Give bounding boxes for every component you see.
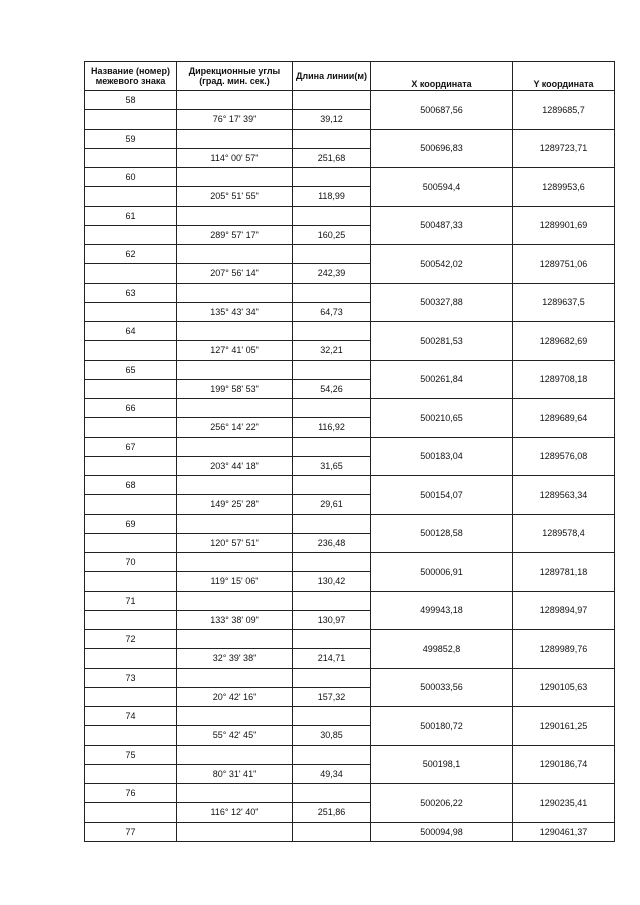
table-row xyxy=(85,476,615,495)
empty-cell xyxy=(85,264,177,283)
point-name-cell: 77 xyxy=(85,822,177,841)
header-x-coordinate: X координата xyxy=(371,62,513,91)
table-row xyxy=(85,322,615,341)
table-row xyxy=(85,630,615,649)
empty-cell xyxy=(85,495,177,514)
header-point-name: Название (номер) межевого знака xyxy=(85,62,177,91)
empty-cell xyxy=(85,225,177,244)
direction-angle-cell: 55° 42' 45" xyxy=(177,726,293,745)
table-row xyxy=(85,514,615,533)
x-coordinate-cell: 500696,83 xyxy=(371,129,513,168)
y-coordinate-cell: 1289563,34 xyxy=(513,476,615,515)
direction-angle-cell: 135° 43' 34" xyxy=(177,302,293,321)
point-name-cell: 68 xyxy=(85,476,177,495)
x-coordinate-cell: 500033,56 xyxy=(371,668,513,707)
empty-cell xyxy=(85,456,177,475)
y-coordinate-cell: 1289989,76 xyxy=(513,630,615,669)
empty-cell xyxy=(293,168,371,187)
empty-cell xyxy=(85,610,177,629)
empty-cell xyxy=(85,418,177,437)
y-coordinate-cell: 1289781,18 xyxy=(513,553,615,592)
direction-angle-cell: 207° 56' 14" xyxy=(177,264,293,283)
point-name-cell: 63 xyxy=(85,283,177,302)
empty-cell xyxy=(177,129,293,148)
line-length-cell: 49,34 xyxy=(293,764,371,783)
line-length-cell: 251,68 xyxy=(293,148,371,167)
x-coordinate-cell: 499943,18 xyxy=(371,591,513,630)
point-name-cell: 65 xyxy=(85,360,177,379)
y-coordinate-cell: 1290186,74 xyxy=(513,745,615,784)
empty-cell xyxy=(85,572,177,591)
empty-cell xyxy=(293,245,371,264)
empty-cell xyxy=(293,399,371,418)
table-row xyxy=(85,707,615,726)
empty-cell xyxy=(177,437,293,456)
point-name-cell: 58 xyxy=(85,91,177,110)
x-coordinate-cell: 500206,22 xyxy=(371,784,513,823)
direction-angle-cell: 32° 39' 38" xyxy=(177,649,293,668)
table-row xyxy=(85,360,615,379)
y-coordinate-cell: 1289751,06 xyxy=(513,245,615,284)
empty-cell xyxy=(293,476,371,495)
table-row xyxy=(85,245,615,264)
line-length-cell: 242,39 xyxy=(293,264,371,283)
direction-angle-cell: 116° 12' 40" xyxy=(177,803,293,822)
empty-cell xyxy=(177,283,293,302)
empty-cell xyxy=(293,206,371,225)
point-name-cell: 73 xyxy=(85,668,177,687)
direction-angle-cell: 20° 42' 16" xyxy=(177,687,293,706)
line-length-cell: 160,25 xyxy=(293,225,371,244)
empty-cell xyxy=(85,110,177,129)
empty-cell xyxy=(85,302,177,321)
line-length-cell: 118,99 xyxy=(293,187,371,206)
empty-cell xyxy=(177,91,293,110)
x-coordinate-cell: 500006,91 xyxy=(371,553,513,592)
x-coordinate-cell: 500261,84 xyxy=(371,360,513,399)
point-name-cell: 69 xyxy=(85,514,177,533)
direction-angle-cell: 256° 14' 22" xyxy=(177,418,293,437)
empty-cell xyxy=(177,206,293,225)
y-coordinate-cell: 1289682,69 xyxy=(513,322,615,361)
direction-angle-cell: 203° 44' 18" xyxy=(177,456,293,475)
empty-cell xyxy=(177,707,293,726)
empty-cell xyxy=(177,168,293,187)
empty-cell xyxy=(85,687,177,706)
table-row xyxy=(85,91,615,110)
point-name-cell: 72 xyxy=(85,630,177,649)
empty-cell xyxy=(177,476,293,495)
direction-angle-cell: 80° 31' 41" xyxy=(177,764,293,783)
header-line-length: Длина линии(м) xyxy=(293,62,371,91)
y-coordinate-cell: 1289685,7 xyxy=(513,91,615,130)
line-length-cell: 157,32 xyxy=(293,687,371,706)
empty-cell xyxy=(293,360,371,379)
line-length-cell: 39,12 xyxy=(293,110,371,129)
x-coordinate-cell: 500327,88 xyxy=(371,283,513,322)
x-coordinate-cell: 500594,4 xyxy=(371,168,513,207)
y-coordinate-cell: 1289708,18 xyxy=(513,360,615,399)
table-row xyxy=(85,437,615,456)
x-coordinate-cell: 500210,65 xyxy=(371,399,513,438)
empty-cell xyxy=(177,245,293,264)
line-length-cell: 54,26 xyxy=(293,379,371,398)
line-length-cell: 29,61 xyxy=(293,495,371,514)
table-row xyxy=(85,553,615,572)
empty-cell xyxy=(293,553,371,572)
y-coordinate-cell: 1290105,63 xyxy=(513,668,615,707)
empty-cell xyxy=(293,437,371,456)
header-y-coordinate: Y координата xyxy=(513,62,615,91)
x-coordinate-cell: 500094,98 xyxy=(371,822,513,841)
direction-angle-cell: 119° 15' 06" xyxy=(177,572,293,591)
y-coordinate-cell: 1289723,71 xyxy=(513,129,615,168)
point-name-cell: 71 xyxy=(85,591,177,610)
line-length-cell: 30,85 xyxy=(293,726,371,745)
empty-cell xyxy=(177,553,293,572)
direction-angle-cell: 127° 41' 05" xyxy=(177,341,293,360)
table-row xyxy=(85,129,615,148)
empty-cell xyxy=(177,360,293,379)
y-coordinate-cell: 1290461,37 xyxy=(513,822,615,841)
y-coordinate-cell: 1290161,25 xyxy=(513,707,615,746)
empty-cell xyxy=(293,514,371,533)
empty-cell xyxy=(177,822,293,841)
empty-cell xyxy=(177,514,293,533)
point-name-cell: 76 xyxy=(85,784,177,803)
direction-angle-cell: 289° 57' 17" xyxy=(177,225,293,244)
line-length-cell: 251,86 xyxy=(293,803,371,822)
y-coordinate-cell: 1289894,97 xyxy=(513,591,615,630)
x-coordinate-cell: 500198,1 xyxy=(371,745,513,784)
table-row xyxy=(85,283,615,302)
empty-cell xyxy=(177,745,293,764)
point-name-cell: 67 xyxy=(85,437,177,456)
empty-cell xyxy=(85,341,177,360)
x-coordinate-cell: 500128,58 xyxy=(371,514,513,553)
x-coordinate-cell: 500687,56 xyxy=(371,91,513,130)
x-coordinate-cell: 500154,07 xyxy=(371,476,513,515)
x-coordinate-cell: 500180,72 xyxy=(371,707,513,746)
y-coordinate-cell: 1289578,4 xyxy=(513,514,615,553)
y-coordinate-cell: 1289689,64 xyxy=(513,399,615,438)
empty-cell xyxy=(85,649,177,668)
direction-angle-cell: 205° 51' 55" xyxy=(177,187,293,206)
empty-cell xyxy=(177,322,293,341)
empty-cell xyxy=(85,379,177,398)
empty-cell xyxy=(293,822,371,841)
table-row xyxy=(85,591,615,610)
header-direction-angles: Дирекционные углы (град. мин. сек.) xyxy=(177,62,293,91)
direction-angle-cell: 199° 58' 53" xyxy=(177,379,293,398)
x-coordinate-cell: 500281,53 xyxy=(371,322,513,361)
table-row xyxy=(85,206,615,225)
direction-angle-cell: 120° 57' 51" xyxy=(177,533,293,552)
line-length-cell: 130,97 xyxy=(293,610,371,629)
line-length-cell: 130,42 xyxy=(293,572,371,591)
empty-cell xyxy=(85,803,177,822)
empty-cell xyxy=(293,283,371,302)
y-coordinate-cell: 1289901,69 xyxy=(513,206,615,245)
empty-cell xyxy=(177,668,293,687)
table-row xyxy=(85,668,615,687)
line-length-cell: 31,65 xyxy=(293,456,371,475)
line-length-cell: 214,71 xyxy=(293,649,371,668)
direction-angle-cell: 76° 17' 39" xyxy=(177,110,293,129)
empty-cell xyxy=(85,726,177,745)
empty-cell xyxy=(177,784,293,803)
table-header-row xyxy=(85,62,615,91)
y-coordinate-cell: 1289953,6 xyxy=(513,168,615,207)
direction-angle-cell: 133° 38' 09" xyxy=(177,610,293,629)
empty-cell xyxy=(293,784,371,803)
empty-cell xyxy=(293,91,371,110)
empty-cell xyxy=(85,764,177,783)
point-name-cell: 62 xyxy=(85,245,177,264)
empty-cell xyxy=(177,399,293,418)
table-row xyxy=(85,399,615,418)
empty-cell xyxy=(293,129,371,148)
table-row xyxy=(85,168,615,187)
table-row xyxy=(85,822,615,841)
point-name-cell: 61 xyxy=(85,206,177,225)
y-coordinate-cell: 1290235,41 xyxy=(513,784,615,823)
table-row xyxy=(85,784,615,803)
line-length-cell: 64,73 xyxy=(293,302,371,321)
x-coordinate-cell: 500542,02 xyxy=(371,245,513,284)
table-row xyxy=(85,745,615,764)
empty-cell xyxy=(293,630,371,649)
y-coordinate-cell: 1289576,08 xyxy=(513,437,615,476)
direction-angle-cell: 114° 00' 57" xyxy=(177,148,293,167)
x-coordinate-cell: 500487,33 xyxy=(371,206,513,245)
point-name-cell: 60 xyxy=(85,168,177,187)
point-name-cell: 64 xyxy=(85,322,177,341)
direction-angle-cell: 149° 25' 28" xyxy=(177,495,293,514)
point-name-cell: 75 xyxy=(85,745,177,764)
x-coordinate-cell: 500183,04 xyxy=(371,437,513,476)
line-length-cell: 116,92 xyxy=(293,418,371,437)
empty-cell xyxy=(85,533,177,552)
point-name-cell: 74 xyxy=(85,707,177,726)
empty-cell xyxy=(293,707,371,726)
point-name-cell: 59 xyxy=(85,129,177,148)
boundary-points-table xyxy=(84,61,615,842)
empty-cell xyxy=(177,591,293,610)
line-length-cell: 236,48 xyxy=(293,533,371,552)
table-body xyxy=(85,91,615,842)
empty-cell xyxy=(177,630,293,649)
x-coordinate-cell: 499852,8 xyxy=(371,630,513,669)
point-name-cell: 70 xyxy=(85,553,177,572)
empty-cell xyxy=(293,745,371,764)
point-name-cell: 66 xyxy=(85,399,177,418)
y-coordinate-cell: 1289637,5 xyxy=(513,283,615,322)
line-length-cell: 32,21 xyxy=(293,341,371,360)
empty-cell xyxy=(293,668,371,687)
empty-cell xyxy=(293,591,371,610)
empty-cell xyxy=(85,148,177,167)
empty-cell xyxy=(293,322,371,341)
empty-cell xyxy=(85,187,177,206)
